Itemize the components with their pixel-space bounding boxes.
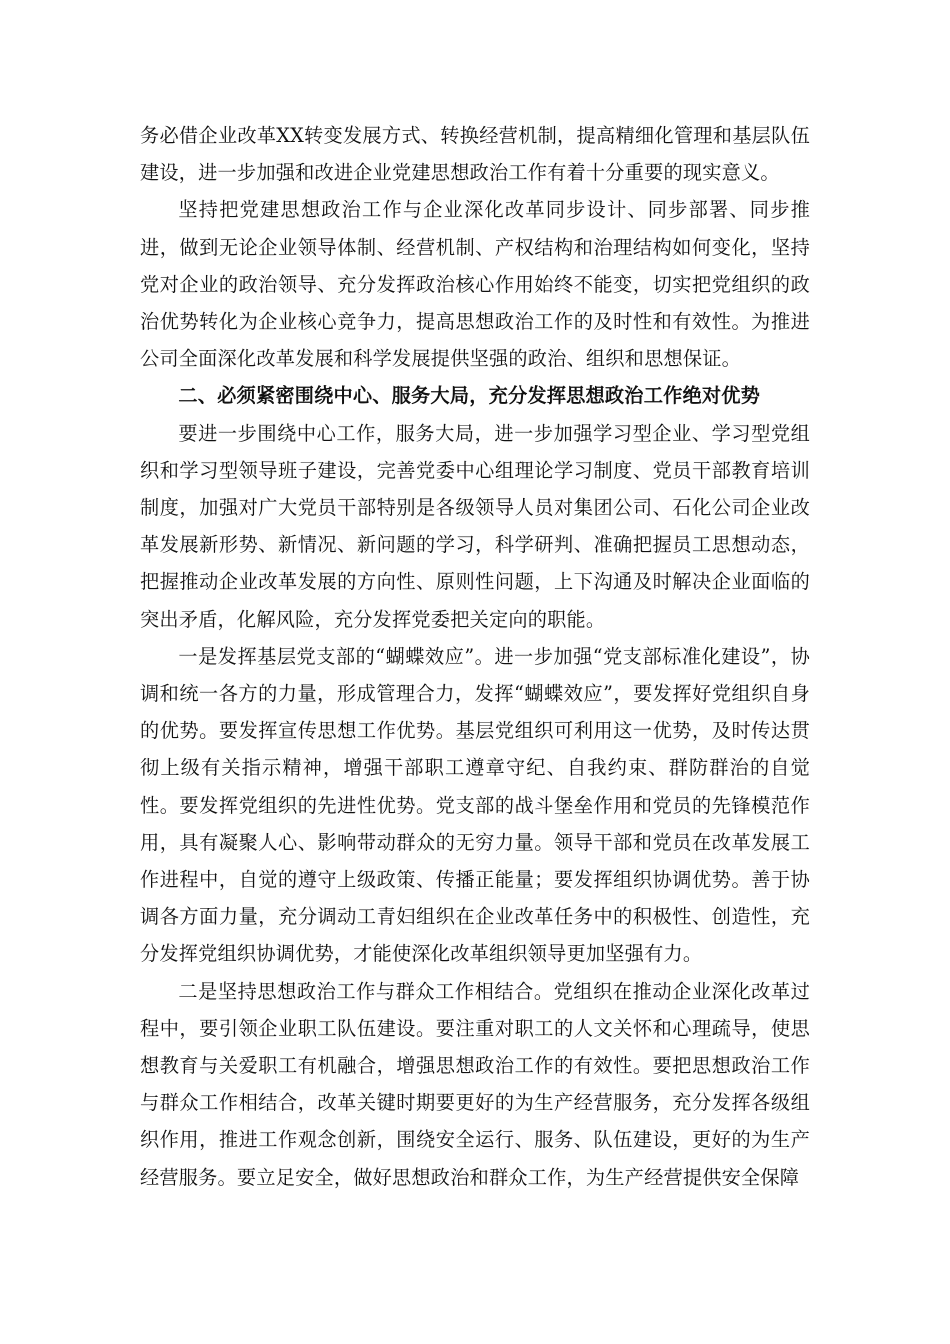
paragraph-continuation: 务必借企业改革XX转变发展方式、转换经营机制，提高精细化管理和基层队伍建设，进一步加强和改进企业党建思想政治工作有着十分重要的现实意义。 <box>140 124 810 185</box>
paragraph-mass-work: 二是坚持思想政治工作与群众工作相结合。党组织在推动企业深化改革过程中，要引领企业职工队伍建设。要注重对职工的人文关怀和心理疏导，使思想教育与关爱职工有机融合，增强思想政治工作的有效性。要把思想政治工作与群众工作相结合，改革关键时期要更好的为生产经营服务，充分发挥各级组织作用，推进工作观念创新，围绕安全运行、服务、队伍建设，更好的为生产经营服务。要立足安全，做好思想政治和群众工作，为生产经营提供安全保障 <box>140 979 810 1189</box>
section-heading-two: 二、必须紧密围绕中心、服务大局，充分发挥思想政治工作绝对优势 <box>178 384 761 408</box>
paragraph-serve-center: 要进一步围绕中心工作，服务大局，进一步加强学习型企业、学习型党组织和学习型领导班子建设，完善党委中心组理论学习制度、党员干部教育培训制度，加强对广大党员干部特别是各级领导人员对集团公司、石化公司企业改革发展新形势、新情况、新问题的学习，科学研判、准确把握员工思想动态，把握推动企业改革发展的方向性、原则性问题，上下沟通及时解决企业面临的突出矛盾，化解风险，充分发挥党委把关定向的职能。 <box>140 421 810 631</box>
paragraph-butterfly-effect: 一是发挥基层党支部的“蝴蝶效应”。进一步加强“党支部标准化建设”，协调和统一各方的力量，形成管理合力，发挥“蝴蝶效应”，要发挥好党组织自身的优势。要发挥宣传思想工作优势。基层党组织可利用这一优势，及时传达贯彻上级有关指示精神，增强干部职工遵章守纪、自我约束、群防群治的自觉性。要发挥党组织的先进性优势。党支部的战斗堡垒作用和党员的先锋模范作用，具有凝聚人心、影响带动群众的无穷力量。领导干部和党员在改革发展工作进程中，自觉的遵守上级政策、传播正能量；要发挥组织协调优势。善于协调各方面力量，充分调动工青妇组织在企业改革任务中的积极性、创造性，充分发挥党组织协调优势，才能使深化改革组织领导更加坚强有力。 <box>140 644 810 966</box>
paragraph-party-building-sync: 坚持把党建思想政治工作与企业深化改革同步设计、同步部署、同步推进，做到无论企业领导体制、经营机制、产权结构和治理结构如何变化，坚持党对企业的政治领导、充分发挥政治核心作用始终不能变，切实把党组织的政治优势转化为企业核心竞争力，提高思想政治工作的及时性和有效性。为推进公司全面深化改革发展和科学发展提供坚强的政治、组织和思想保证。 <box>140 198 810 371</box>
